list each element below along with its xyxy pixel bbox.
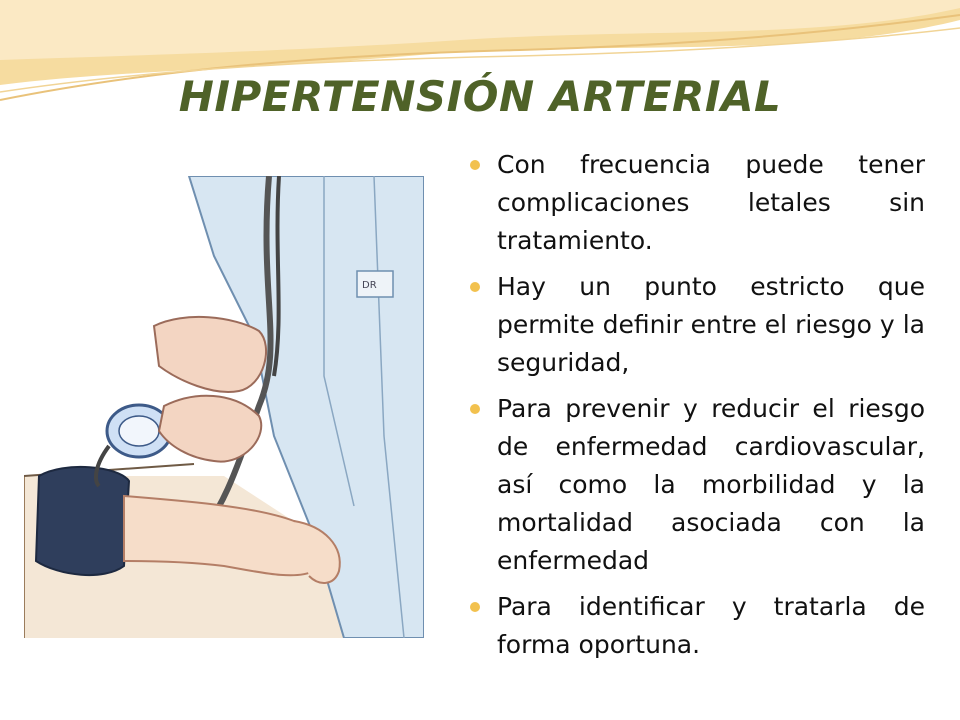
bullet-item (470, 588, 925, 664)
blood-pressure-measurement-illustration (24, 176, 424, 638)
svg-text:DR: DR (362, 280, 377, 291)
slide-title: HIPERTENSIÓN ARTERIAL (178, 72, 782, 121)
bullet-item (470, 146, 925, 260)
bullet-dot-icon (470, 602, 480, 612)
bullet-dot-icon (470, 404, 480, 414)
bullet-text: Para identificar y tratarla de forma oportuna. (497, 592, 925, 659)
bullet-text: Para prevenir y reducir el riesgo de enfermedad cardiovascular, así como la morbilidad y la mortalidad asociada con la enfermedad (497, 394, 925, 575)
bullet-dot-icon (470, 282, 480, 292)
bullet-dot-icon (470, 160, 480, 170)
bullet-text: Hay un punto estricto que permite definir entre el riesgo y la seguridad, (497, 272, 925, 377)
bullet-text: Con frecuencia puede tener complicaciones letales sin tratamiento. (497, 150, 925, 255)
bullet-item (470, 390, 925, 580)
bullet-item (470, 268, 925, 382)
bullet-list (470, 146, 925, 672)
